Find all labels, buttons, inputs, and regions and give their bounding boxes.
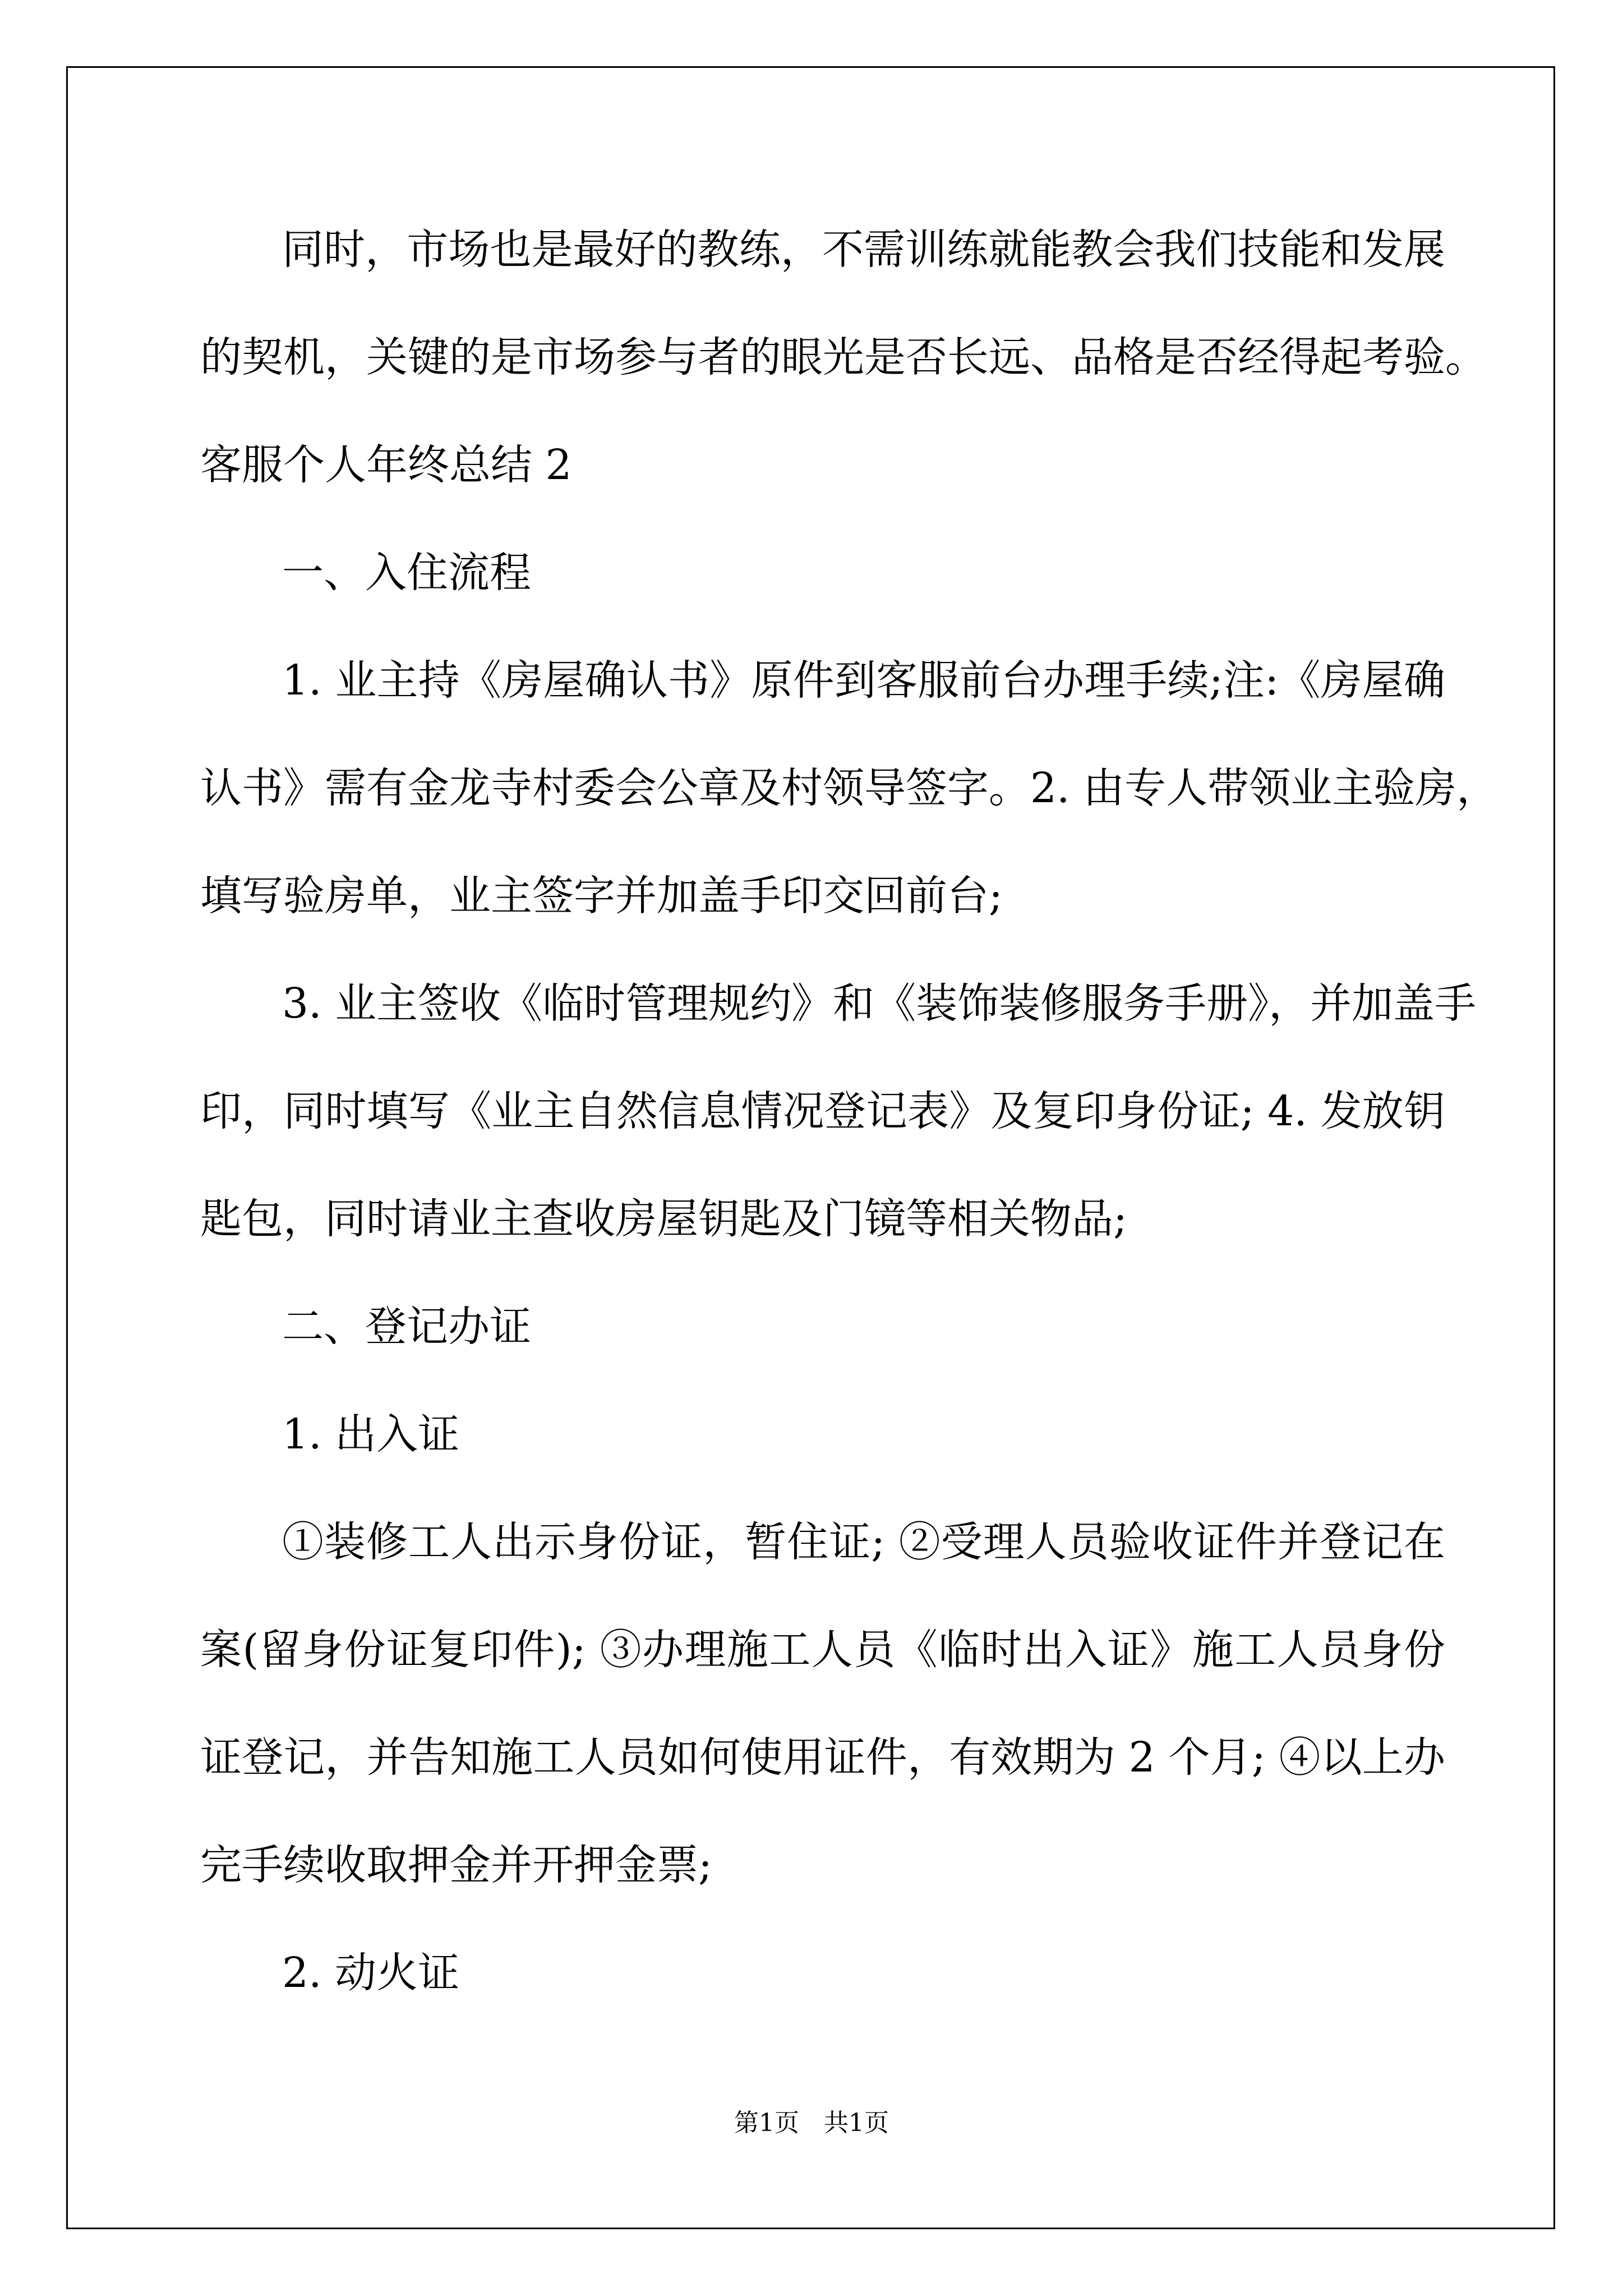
- paragraph-line: 1. 业主持《房屋确认书》原件到客服前台办理手续;注:《房屋确: [282, 656, 1445, 705]
- paragraph-line: ①装修工人出示身份证，暂住证; ②受理人员验收证件并登记在: [282, 1518, 1445, 1566]
- paragraph-line: 匙包，同时请业主查收房屋钥匙及门镜等相关物品;: [200, 1195, 1127, 1243]
- paragraph-line: 证登记，并告知施工人员如何使用证件，有效期为 2 个月; ④以上办: [200, 1733, 1445, 1782]
- subsection-heading: 1. 出入证: [282, 1410, 460, 1458]
- document-body: [200, 202, 1498, 2033]
- paragraph-line: 同时，市场也是最好的教练，不需训练就能教会我们技能和发展: [282, 226, 1445, 274]
- section-title: 客服个人年终总结 2: [200, 441, 572, 489]
- paragraph-line: 完手续收取押金并开押金票;: [200, 1841, 712, 1889]
- page-number-footer: 第1页 共1页: [734, 2109, 889, 2137]
- paragraph-line: 的契机，关键的是市场参与者的眼光是否长远、品格是否经得起考验。: [200, 333, 1487, 381]
- paragraph-line: 填写验房单，业主签字并加盖手印交回前台;: [200, 872, 1003, 920]
- paragraph-line: 3. 业主签收《临时管理规约》和《装饰装修服务手册》，并加盖手: [282, 979, 1477, 1028]
- section-heading: 二、登记办证: [282, 1303, 531, 1351]
- section-heading: 一、入住流程: [282, 549, 531, 597]
- paragraph-line: 案(留身份证复印件); ③办理施工人员《临时出入证》施工人员身份: [200, 1626, 1445, 1674]
- paragraph-line: 印，同时填写《业主自然信息情况登记表》及复印身份证; 4. 发放钥: [200, 1087, 1445, 1135]
- subsection-heading: 2. 动火证: [282, 1949, 460, 1997]
- paragraph-line: 认书》需有金龙寺村委会公章及村领导签字。2. 由专人带领业主验房，: [200, 764, 1498, 812]
